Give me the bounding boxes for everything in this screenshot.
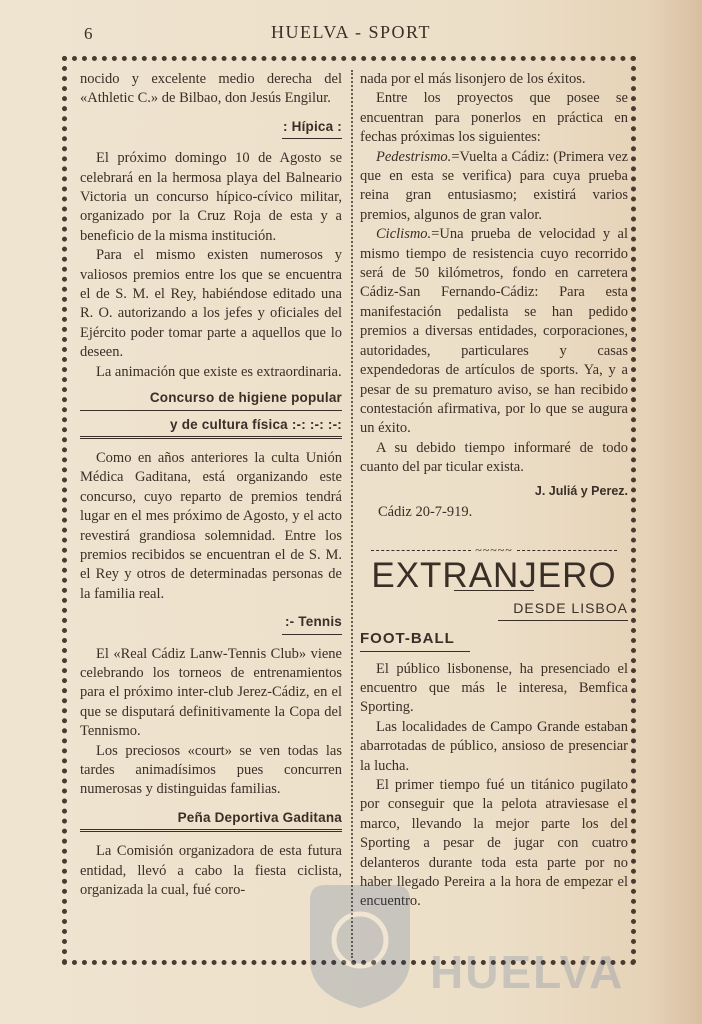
- hipica-heading: : Hípica :: [282, 118, 342, 134]
- left-column: [80, 70, 342, 900]
- hipica-paragraph-2: Para el mismo existen numerosos y valiosos premios entre los que se encuentra el de S. M. el Rey, habiéndose editado una R. O. autorizando a los jefes y oficiales del Ejército poder tomar parte a aquellos que lo deseen.: [80, 247, 342, 361]
- ciclismo-paragraph: [360, 225, 628, 438]
- section-subtitle: DESDE LISBOA: [513, 599, 628, 616]
- ciclismo-label: Ciclismo.: [376, 226, 432, 243]
- hipica-paragraph-1: El próximo domingo 10 de Agosto se celebrará en la hermosa playa del Balneario Victoria un concurso hípico-cívico militar, organizado por la Cruz Roja de esta y a beneficio de la misma institución.: [80, 150, 342, 244]
- football-paragraph-2: Las localidades de Campo Grande estaban abarrotadas de público, ansioso de presenciar la lucha.: [360, 718, 628, 774]
- right-paragraph-1: nada por el más lisonjero de los éxitos.: [360, 71, 586, 87]
- hipica-rule: [282, 138, 342, 139]
- signature: J. Juliá y Perez.: [534, 483, 628, 498]
- pena-heading: Peña Deportiva Gaditana: [177, 809, 342, 825]
- section-title: EXTRANJERO: [371, 556, 617, 596]
- football-paragraph-3: El primer tiempo fué un titánico pugilato por conseguir que la pelota atraviesase el marco, llevando la mejor parte los del Sporting a pesar de jugar con cuatro delanteros durante toda esta parte por no haber llegado Pereira a la hora de empezar el encuentro.: [360, 776, 628, 910]
- football-paragraph-1: El público lisbonense, ha presenciado el encuentro que más le interesa, Bemfica Sporting.: [360, 660, 628, 716]
- football-heading: FOOT-BALL: [360, 630, 455, 648]
- ornament-line-right: [517, 550, 617, 551]
- place-date: Cádiz 20-7-919.: [378, 503, 473, 520]
- pedestrismo-text: =Vuelta a Cádiz: (Primera vez que en esta se verifica) para cuya prueba reina gran entusiasmo; existirá varios premios, algunos de gran valor.: [360, 148, 628, 223]
- ornament-center: ~~~~~: [475, 542, 513, 557]
- pena-paragraph-1: La Comisión organizadora de esta futura entidad, llevó a cabo la fiesta ciclista, organizada la cual, fué coro-: [80, 843, 342, 899]
- higiene-rule-1: [80, 410, 342, 411]
- higiene-rule-2: [80, 436, 342, 439]
- page-header: [0, 20, 702, 50]
- football-rule: [360, 651, 470, 652]
- higiene-heading-line-2: y de cultura física :-: :-: :-:: [170, 416, 342, 432]
- hipica-paragraph-3: La animación que existe es extraordinaria.: [96, 363, 342, 380]
- tennis-paragraph-2: Los preciosos «court» se ven todas las tardes animadísimos pues concurren numerosas y distinguidas familias.: [80, 742, 342, 798]
- right-paragraph-5: A su debido tiempo informaré de todo cuanto del par ticular exista.: [360, 439, 628, 476]
- tennis-rule: [282, 634, 342, 635]
- higiene-paragraph-1: Como en años anteriores la culta Unión Médica Gaditana, está organizando este concurso, cuyo reparto de premios tendrá lugar en el mes próximo de Agosto, y el acto revestirá grandiosa solemnidad. Entre los premios recibidos se encuentran el de S. M. el Rey y otros de determinadas personas de la familia real.: [80, 449, 342, 602]
- pedestrismo-paragraph: [360, 148, 628, 226]
- subtitle-rule: [498, 620, 628, 621]
- column-divider: [351, 70, 353, 958]
- right-column: [360, 70, 628, 912]
- intro-paragraph: nocido y excelente medio derecha del «Athletic C.» de Bilbao, don Jesús Engilur.: [80, 71, 342, 107]
- page-number: 6: [84, 24, 93, 43]
- tennis-heading: :- Tennis: [284, 614, 342, 630]
- higiene-heading-line-1: Concurso de higiene popular: [149, 390, 342, 406]
- running-title: HUELVA - SPORT: [271, 22, 431, 42]
- ornament-line-left: [371, 550, 471, 551]
- ciclismo-text: =Una prueba de velocidad y al mismo tiempo de resistencia cuyo recorrido será de 50 kilómetros, fondo en carretera Cádiz-San Fernando-Cádiz: Para esta manifestación pedalista se han pedido premios a diversas entidades, corporaciones, autoridades, particulares y casas expendedoras de artículos de sports. Ya, y a pesar de su prematuro aviso, se han recibido contestación afirmativa, por lo que se augura un éxito.: [360, 226, 628, 437]
- tennis-paragraph-1: El «Real Cádiz Lanw-Tennis Club» viene celebrando los torneos de entrenamientos para el próximo inter-club Jerez-Cádiz, en el que se disputará definitivamente la Copa del Tennismo.: [80, 645, 342, 740]
- pena-rule: [80, 829, 342, 832]
- watermark-text: HUELVA: [430, 946, 625, 998]
- pedestrismo-label: Pedestrismo.: [376, 148, 452, 165]
- right-paragraph-2: Entre los proyectos que posee se encuentran para ponerlos en práctica en fechas próximas los siguientes:: [360, 90, 628, 146]
